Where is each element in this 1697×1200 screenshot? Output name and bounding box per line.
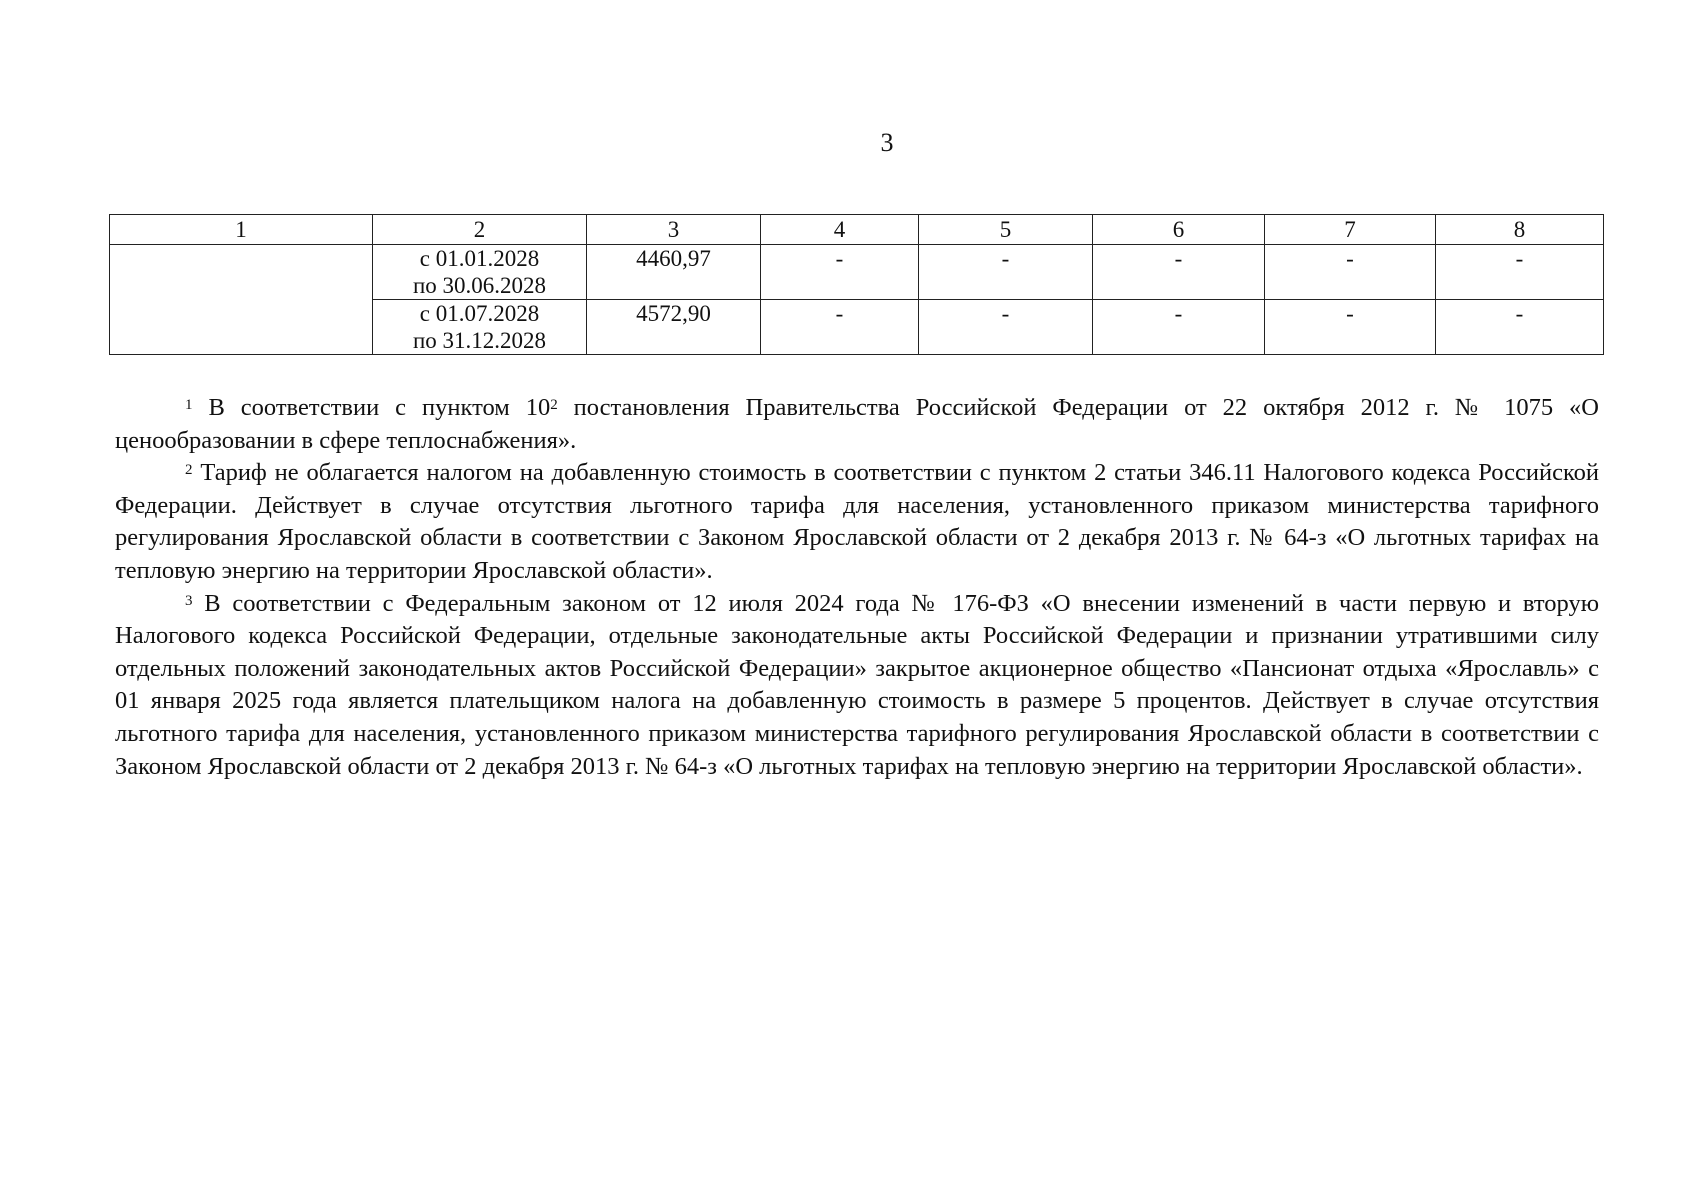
footnotes — [115, 392, 1599, 783]
table-cell: - — [1265, 245, 1436, 300]
tariff-value-cell: 4460,97 — [587, 245, 761, 300]
table-cell: - — [1093, 245, 1265, 300]
table-cell-col1 — [110, 245, 373, 355]
header-cell: 8 — [1436, 215, 1604, 245]
table-cell: - — [1265, 300, 1436, 355]
footnote-mark: 3 — [185, 592, 193, 609]
period-to: по 31.12.2028 — [412, 328, 547, 353]
table-cell: - — [1436, 245, 1604, 300]
tariff-table — [109, 214, 1604, 355]
period-cell — [373, 300, 587, 355]
header-cell: 2 — [373, 215, 587, 245]
header-cell: 1 — [110, 215, 373, 245]
table-cell: - — [919, 245, 1093, 300]
header-cell: 6 — [1093, 215, 1265, 245]
footnote-text: Тариф не облагается налогом на добавленную стоимость в соответствии с пунктом 2 статьи 346.11 Налогового кодекса Российской Федерации. Действует в случае отсутствия льготного тарифа для населения, установленного приказом министерства тарифного регулирования Ярославской области в соответствии с Законом Ярославской области от 2 декабря 2013 г. № 64-з «О льготных тарифах на тепловую энергию на территории Ярославской области». — [115, 459, 1600, 584]
period-to: по 30.06.2028 — [412, 273, 547, 298]
footnote-mark: 1 — [185, 397, 193, 413]
table-cell: - — [761, 245, 919, 300]
footnote-3 — [115, 588, 1599, 784]
header-cell: 7 — [1265, 215, 1436, 245]
footnote-1 — [115, 392, 1599, 457]
table-cell: - — [919, 300, 1093, 355]
tariff-value-cell: 4572,90 — [587, 300, 761, 355]
period-cell — [373, 245, 587, 300]
header-cell: 5 — [919, 215, 1093, 245]
footnote-text-part: постановления Правительства Российской Федерации от 22 октября 2012 г. № 1075 «О ценообразовании в сфере теплоснабжения». — [115, 394, 1599, 454]
header-cell: 3 — [587, 215, 761, 245]
table-header-row — [110, 215, 1604, 245]
footnote-mark: 2 — [185, 462, 193, 479]
period-from: с 01.01.2028 — [419, 246, 540, 271]
footnote-text-part: В соответствии с пунктом 10 — [208, 394, 551, 421]
header-cell: 4 — [761, 215, 919, 245]
footnote-text: В соответствии с Федеральным законом от 12 июля 2024 года № 176-ФЗ «О внесении изменений в части первую и вторую Налогового кодекса Российской Федерации, отдельные законодательные акты Российской Федерации и признании утратившими силу отдельных положений законодательных актов Российской Федерации» закрытое акционерное общество «Пансионат отдыха «Ярославль» с 01 января 2025 года является плательщиком налога на добавленную стоимость в размере 5 процентов. Действует в случае отсутствия льготного тарифа для населения, установленного приказом министерства тарифного регулирования Ярославской области в соответствии с Законом Ярославской области от 2 декабря 2013 г. № 64-з «О льготных тарифах на тепловую энергию на территории Ярославской области». — [115, 589, 1600, 780]
table-cell: - — [1093, 300, 1265, 355]
table-cell: - — [1436, 300, 1604, 355]
page-number: 3 — [880, 128, 894, 157]
footnote-superscript: 2 — [550, 397, 558, 413]
period-from: с 01.07.2028 — [419, 301, 540, 326]
footnote-2 — [115, 457, 1599, 587]
table-row — [110, 245, 1604, 300]
table-cell: - — [761, 300, 919, 355]
